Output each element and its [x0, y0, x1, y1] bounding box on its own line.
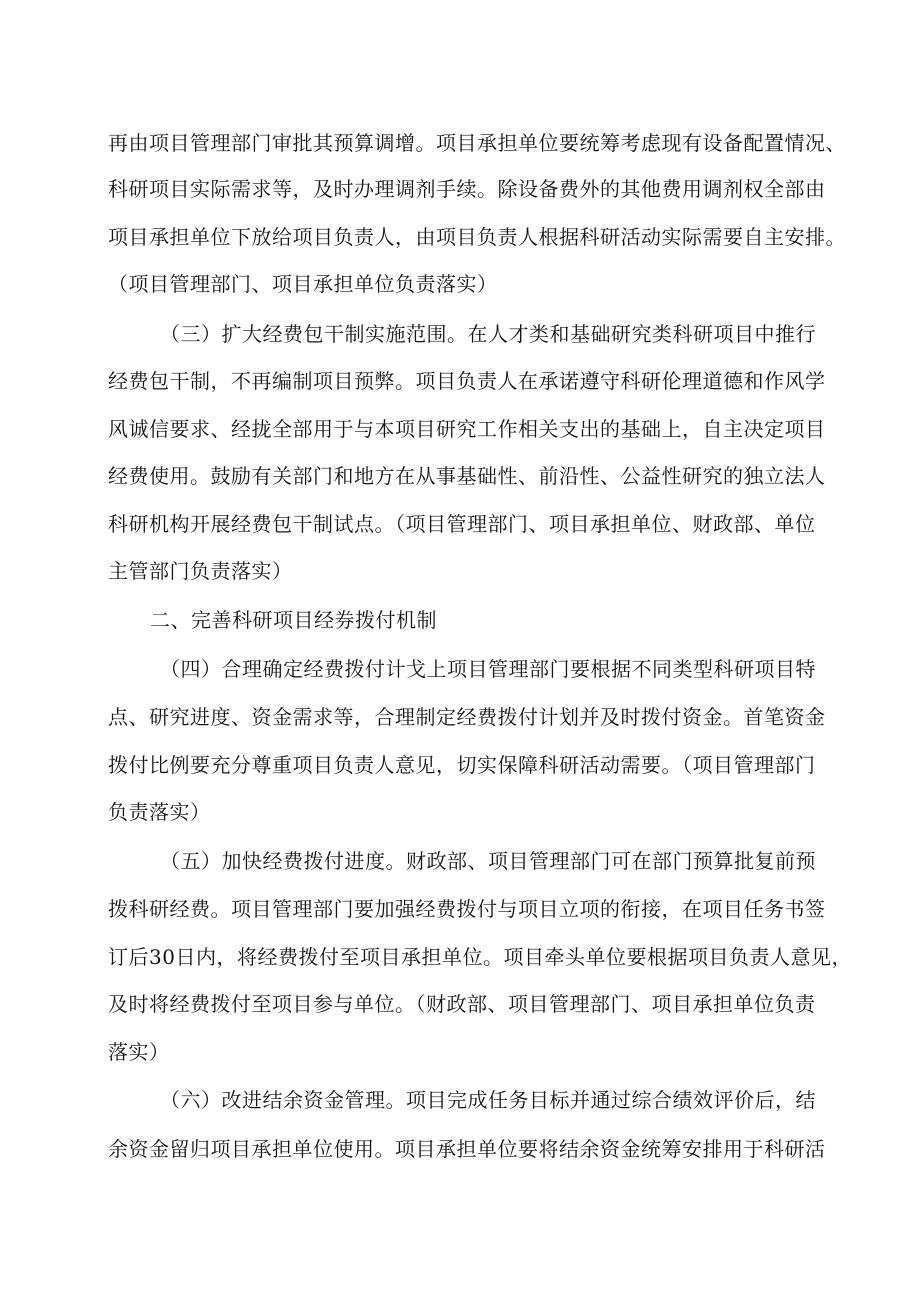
paragraph-line: 负责落实） — [108, 800, 211, 824]
paragraph-line: 科研机构开展经费包干制试点。（项目管理部门、项目承担单位、财政部、单位 — [108, 512, 816, 536]
paragraph-line: （五）加快经费拨付进度。财政部、项目管理部门可在部门预算批复前预 — [160, 849, 816, 873]
paragraph-line: 风诚信要求、经拢全部用于与本项目研究工作相关支出的基础上，自主决定项目 — [108, 417, 826, 441]
paragraph-line: 经费使用。鼓励有关部门和地方在从事基础性、前沿性、公益性研究的独立法人 — [108, 464, 826, 488]
paragraph-line: （四）合理确定经费拨付计戈上项目管理部门要根据不同类型科研项目特 — [160, 657, 816, 681]
paragraph-line: 及时将经费拨付至项目参与单位。（财政部、项目管理部门、项目承担单位负责 — [108, 992, 816, 1016]
paragraph-line: 科研项目实际需求等，及时办理调剂手续。除设备费外的其他费用调剂权全部由 — [108, 177, 826, 201]
paragraph-line: 落实） — [108, 1040, 170, 1064]
paragraph-line: （六）改进结余资金管理。项目完成任务目标并通过综合绩效评价后，结 — [160, 1088, 816, 1112]
paragraph-line: （项目管理部门、项目承担单位负责落实） — [108, 272, 498, 296]
paragraph-line: 点、研究进度、资金需求等，合理制定经费拨付计划并及时拨付资金。首笔资金 — [108, 705, 826, 729]
paragraph-line: 经费包干制，不再编制项目预弊。项目负责人在承诺遵守科研伦理道德和作风学 — [108, 369, 826, 393]
paragraph-line: 拨科研经费。项目管理部门要加强经费拨付与项目立项的衔接，在项目任务书签 — [108, 897, 826, 921]
paragraph-line: 订后30日内，将经费拨付至项目承担单位。项目牵头单位要根据项目负责人意见， — [108, 945, 852, 969]
paragraph-line: 再由项目管理部门审批其预算调增。项目承担单位要统筹考虑现有设备配置情况、 — [108, 131, 846, 155]
section-heading: 二、完善科研项目经券拨付机制 — [150, 608, 437, 632]
paragraph-line: （三）扩大经费包干制实施范围。在人才类和基础研究类科研项目中推行 — [160, 322, 816, 346]
paragraph-line: 主管部门负责落实） — [108, 559, 293, 583]
paragraph-line: 余资金留归项目承担单位使用。项目承担单位要将结余资金统筹安排用于科研活 — [108, 1137, 826, 1161]
paragraph-line: 拨付比例要充分尊重项目负责人意见，切实保障科研活动需要。（项目管理部门 — [108, 753, 816, 777]
paragraph-line: 项目承担单位下放给项目负责人，由项目负责人根据科研活动实际需要自主安排。 — [108, 225, 846, 249]
